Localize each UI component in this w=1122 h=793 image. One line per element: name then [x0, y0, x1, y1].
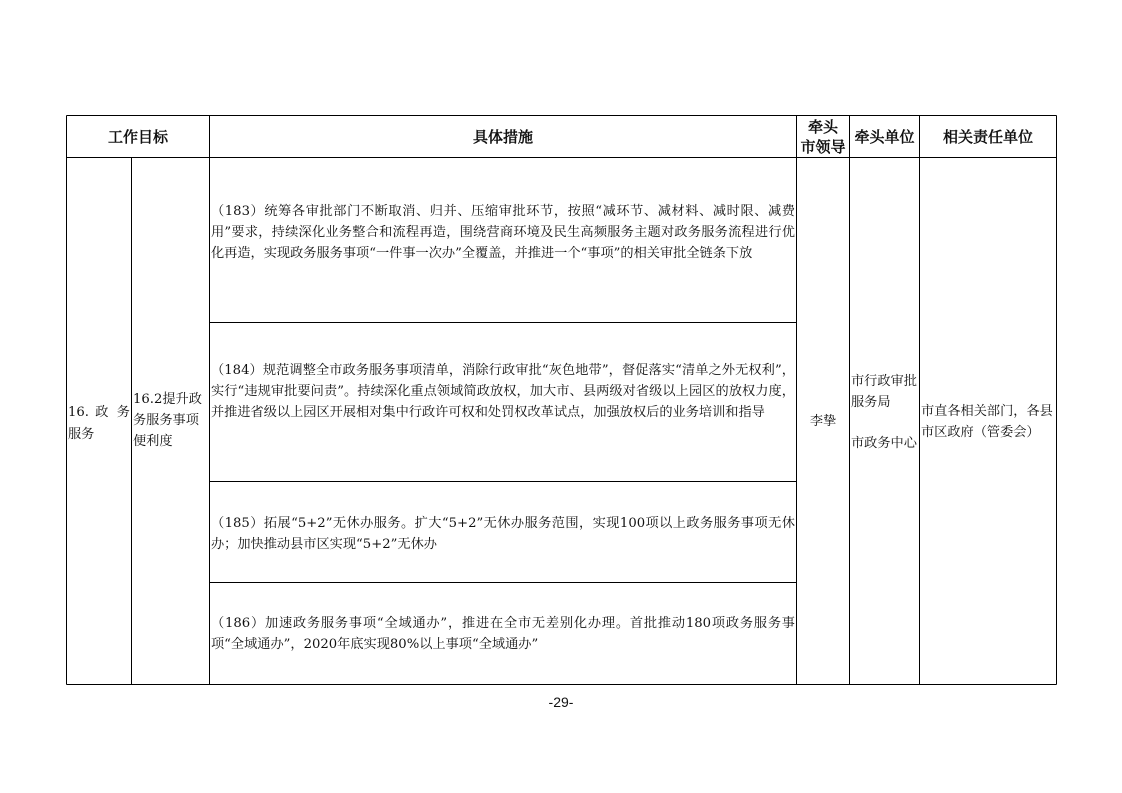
goal-category: 16. 政 务 服务: [68, 405, 130, 442]
header-lead-leader-line2: 市领导: [800, 137, 846, 156]
measure-184: （184）规范调整全市政务服务事项清单，消除行政审批“灰色地带”，督促落实“清单之外无权利”，实行“违规审批要问责”。持续深化重点领域简政放权，加大市、县两级对省级以上园区的放权力度，并推进省级以上园区开展相对集中行政许可权和处罚权改革试点，加强放权后的业务培训和指导: [211, 363, 795, 420]
header-lead-unit: 牵头单位: [854, 127, 915, 146]
header-lead-leader: [797, 116, 849, 157]
responsible-units: 市直各相关部门，各县市区政府（管委会）: [921, 404, 1053, 440]
measure-186: （186）加速政务服务事项“全域通办”，推进在全市无差别化办理。首批推动180项政务服务事项“全域通办”，2020年底实现80%以上事项“全域通办”: [211, 616, 795, 652]
header-lead-leader-line1: 牵头: [807, 117, 838, 136]
lead-unit-1: 市行政审批服务局: [851, 374, 917, 410]
lead-unit-2: 市政务中心: [851, 436, 917, 451]
header-goal: 工作目标: [107, 127, 168, 146]
measure-183: （183）统筹各审批部门不断取消、归并、压缩审批环节，按照“减环节、减材料、减时限、减费用”要求，持续深化业务整合和流程再造，围绕营商环境及民生高频服务主题对政务服务流程进行优化再造，实现政务服务事项“一件事一次办”全覆盖，并推进一个“事项”的相关审批全链条下放: [211, 204, 795, 261]
lead-leader: 李挚: [809, 414, 837, 429]
page-number: -29-: [548, 694, 574, 710]
sub-goal: 16.2提升政务服务事项便利度: [133, 392, 202, 449]
measure-185: （185）拓展“5+2”无休办服务。扩大“5+2”无休办服务范围，实现100项以上政务服务事项无休办；加快推动县市区实现“5+2”无休办: [211, 516, 795, 552]
header-responsible-units: 相关责任单位: [942, 127, 1033, 146]
header-measures: 具体措施: [472, 127, 533, 146]
